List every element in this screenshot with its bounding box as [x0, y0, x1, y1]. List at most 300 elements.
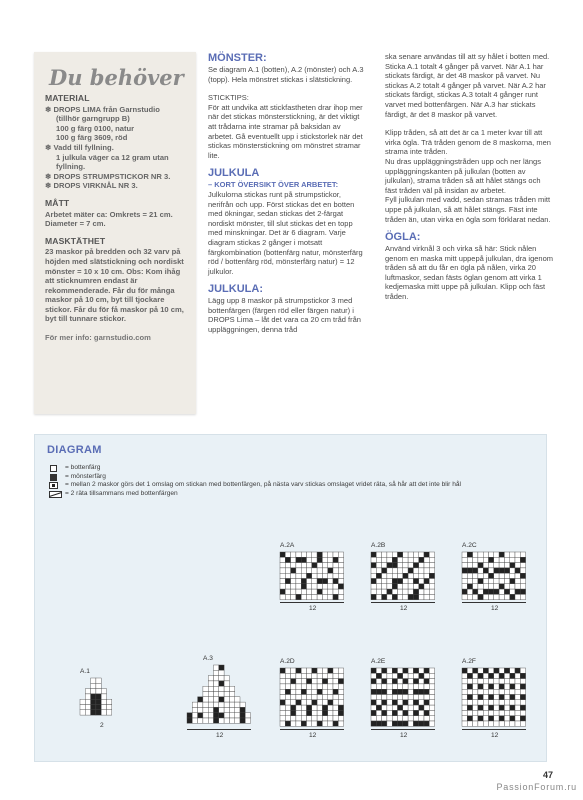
grid-cell: [483, 716, 488, 721]
grid-cell: [392, 710, 397, 715]
grid-cell: [322, 684, 327, 689]
grid-cell: [338, 552, 343, 557]
legend-row: [49, 481, 544, 490]
grid-cell: [312, 668, 317, 673]
grid-cell: [504, 684, 509, 689]
grid-cell: [322, 668, 327, 673]
grid-cell: [322, 716, 327, 721]
grid-cell: [285, 573, 290, 578]
grid-cell: [473, 705, 478, 710]
grid-cell: [91, 683, 96, 688]
grid-cell: [376, 673, 381, 678]
grid-cell: [408, 668, 413, 673]
grid-cell: [382, 700, 387, 705]
grid-cell: [301, 679, 306, 684]
grid-cell: [403, 557, 408, 562]
grid-cell: [392, 563, 397, 568]
grid-cell: [403, 568, 408, 573]
grid-cell: [413, 679, 418, 684]
grid-cell: [328, 579, 333, 584]
grid-cell: [429, 563, 434, 568]
grid-cell: [483, 673, 488, 678]
grid-cell: [214, 713, 219, 718]
grid-cell: [483, 557, 488, 562]
grid-cell: [510, 589, 515, 594]
grid-cell: [510, 668, 515, 673]
grid-cell: [504, 594, 509, 599]
grid-cell: [387, 589, 392, 594]
grid-cell: [322, 679, 327, 684]
grid-cell: [489, 563, 494, 568]
grid-cell: [520, 573, 525, 578]
chart-a1: [80, 668, 120, 729]
chart-grid-a1: [80, 678, 120, 718]
grid-cell: [429, 557, 434, 562]
grid-cell: [371, 679, 376, 684]
chart-width-label: 12: [491, 732, 499, 739]
grid-cell: [317, 589, 322, 594]
chart-label: A.2C: [462, 542, 477, 549]
grid-cell: [219, 676, 224, 681]
grid-cell: [419, 705, 424, 710]
grid-cell: [504, 710, 509, 715]
chart-width-label: 12: [309, 732, 317, 739]
grid-cell: [515, 557, 520, 562]
grid-cell: [413, 721, 418, 726]
grid-cell: [307, 700, 312, 705]
grid-cell: [408, 716, 413, 721]
grid-cell: [317, 573, 322, 578]
grid-cell: [408, 552, 413, 557]
grid-cell: [483, 568, 488, 573]
grid-cell: [198, 718, 203, 723]
grid-cell: [429, 584, 434, 589]
grid-cell: [382, 716, 387, 721]
grid-cell: [307, 594, 312, 599]
grid-cell: [85, 694, 90, 699]
grid-cell: [371, 584, 376, 589]
grid-cell: [510, 716, 515, 721]
grid-cell: [489, 589, 494, 594]
grid-cell: [467, 684, 472, 689]
grid-cell: [322, 695, 327, 700]
grid-cell: [473, 684, 478, 689]
grid-cell: [413, 579, 418, 584]
grid-cell: [520, 689, 525, 694]
grid-cell: [419, 679, 424, 684]
grid-cell: [338, 584, 343, 589]
diagram-legend: [49, 464, 544, 498]
grid-cell: [307, 584, 312, 589]
grid-cell: [291, 557, 296, 562]
chart-label: A.3: [203, 655, 213, 662]
grid-cell: [494, 668, 499, 673]
grid-cell: [307, 679, 312, 684]
grid-cell: [240, 702, 245, 707]
grid-cell: [510, 563, 515, 568]
grid-cell: [376, 689, 381, 694]
grid-cell: [483, 679, 488, 684]
grid-cell: [489, 721, 494, 726]
grid-cell: [101, 699, 106, 704]
grid-cell: [91, 678, 96, 683]
grid-cell: [382, 673, 387, 678]
grid-cell: [382, 584, 387, 589]
grid-cell: [392, 700, 397, 705]
grid-cell: [489, 684, 494, 689]
grid-cell: [322, 552, 327, 557]
grid-cell: [301, 721, 306, 726]
grid-cell: [285, 700, 290, 705]
grid-cell: [333, 568, 338, 573]
grid-cell: [291, 552, 296, 557]
grid-cell: [312, 700, 317, 705]
chart-label: A.2A: [280, 542, 295, 549]
grid-cell: [328, 684, 333, 689]
grid-cell: [208, 713, 213, 718]
grid-cell: [91, 694, 96, 699]
grid-cell: [504, 668, 509, 673]
grid-cell: [317, 552, 322, 557]
grid-cell: [338, 689, 343, 694]
grid-cell: [398, 716, 403, 721]
grid-cell: [467, 563, 472, 568]
grid-cell: [301, 573, 306, 578]
grid-cell: [328, 721, 333, 726]
grid-cell: [203, 707, 208, 712]
grid-cell: [392, 705, 397, 710]
grid-cell: [338, 673, 343, 678]
grid-cell: [371, 710, 376, 715]
grid-cell: [398, 684, 403, 689]
grid-cell: [494, 721, 499, 726]
more-info-link[interactable]: För mer info: garnstudio.com: [45, 333, 151, 343]
grid-cell: [317, 563, 322, 568]
grid-cell: [504, 563, 509, 568]
chart-grid-a2f: [462, 668, 526, 725]
grid-cell: [387, 594, 392, 599]
grid-cell: [483, 589, 488, 594]
grid-cell: [413, 695, 418, 700]
grid-cell: [285, 679, 290, 684]
grid-cell: [398, 695, 403, 700]
grid-cell: [483, 573, 488, 578]
grid-cell: [398, 679, 403, 684]
grid-cell: [387, 573, 392, 578]
grid-cell: [520, 594, 525, 599]
grid-cell: [473, 563, 478, 568]
grid-cell: [296, 573, 301, 578]
sidebar-title: Du behöver: [49, 65, 184, 90]
grid-cell: [424, 579, 429, 584]
grid-cell: [198, 702, 203, 707]
grid-cell: [312, 584, 317, 589]
grid-cell: [280, 668, 285, 673]
grid-cell: [504, 552, 509, 557]
chart-width-label: 2: [100, 722, 104, 729]
grid-cell: [312, 684, 317, 689]
grid-cell: [499, 552, 504, 557]
grid-cell: [467, 721, 472, 726]
grid-cell: [333, 673, 338, 678]
grid-cell: [398, 668, 403, 673]
grid-cell: [478, 695, 483, 700]
grid-cell: [101, 710, 106, 715]
grid-cell: [371, 579, 376, 584]
grid-cell: [328, 673, 333, 678]
grid-cell: [291, 705, 296, 710]
grid-cell: [494, 689, 499, 694]
grid-cell: [499, 573, 504, 578]
grid-cell: [424, 557, 429, 562]
grid-cell: [392, 594, 397, 599]
grid-cell: [322, 710, 327, 715]
grid-cell: [328, 695, 333, 700]
grid-cell: [280, 679, 285, 684]
grid-cell: [229, 702, 234, 707]
grid-cell: [429, 689, 434, 694]
grid-cell: [376, 589, 381, 594]
grid-cell: [338, 668, 343, 673]
grid-cell: [494, 673, 499, 678]
grid-cell: [312, 594, 317, 599]
grid-cell: [208, 686, 213, 691]
grid-cell: [333, 705, 338, 710]
grid-cell: [224, 697, 229, 702]
grid-cell: [240, 718, 245, 723]
grid-cell: [219, 686, 224, 691]
sticktips-text: För att undvika att stickfastheten drar ihop mer när det stickas mönsterstickning, är det viktigt att trådarna inte stramar på baksidan av arbetet. Gå eventuellt upp i stickstorlek när det stickas mönsterstickning om mönstret stramar lite.: [208, 102, 363, 160]
grid-cell: [515, 594, 520, 599]
grid-cell: [429, 684, 434, 689]
grid-cell: [376, 584, 381, 589]
grid-cell: [467, 673, 472, 678]
grid-cell: [419, 684, 424, 689]
grid-cell: [462, 695, 467, 700]
grid-cell: [208, 718, 213, 723]
grid-cell: [338, 594, 343, 599]
chart-label: A.2F: [462, 658, 476, 665]
grid-cell: [328, 557, 333, 562]
grid-cell: [499, 679, 504, 684]
grid-cell: [371, 689, 376, 694]
grid-cell: [494, 579, 499, 584]
col2-text-1: ska senare användas till att sy hålet i botten med.: [385, 52, 550, 61]
grid-cell: [285, 557, 290, 562]
grid-cell: [291, 710, 296, 715]
grid-cell: [504, 700, 509, 705]
grid-cell: [419, 552, 424, 557]
grid-cell: [376, 557, 381, 562]
grid-cell: [489, 573, 494, 578]
grid-cell: [398, 563, 403, 568]
grid-cell: [214, 665, 219, 670]
grid-cell: [208, 697, 213, 702]
grid-cell: [494, 700, 499, 705]
grid-cell: [296, 563, 301, 568]
grid-cell: [307, 673, 312, 678]
grid-cell: [322, 579, 327, 584]
grid-cell: [510, 710, 515, 715]
grid-cell: [338, 679, 343, 684]
grid-cell: [398, 589, 403, 594]
grid-cell: [489, 705, 494, 710]
grid-cell: [510, 689, 515, 694]
grid-cell: [328, 552, 333, 557]
grid-cell: [429, 710, 434, 715]
grid-cell: [483, 705, 488, 710]
grid-cell: [419, 589, 424, 594]
grid-cell: [285, 584, 290, 589]
grid-cell: [312, 579, 317, 584]
grid-cell: [467, 589, 472, 594]
grid-cell: [229, 707, 234, 712]
grid-cell: [424, 573, 429, 578]
grid-cell: [371, 568, 376, 573]
grid-cell: [235, 713, 240, 718]
grid-cell: [322, 584, 327, 589]
grid-cell: [224, 718, 229, 723]
watermark: PassionForum.ru: [496, 782, 577, 792]
grid-cell: [280, 695, 285, 700]
grid-cell: [489, 716, 494, 721]
grid-cell: [473, 568, 478, 573]
grid-cell: [478, 557, 483, 562]
grid-cell: [489, 689, 494, 694]
grid-cell: [333, 589, 338, 594]
grid-cell: [285, 668, 290, 673]
grid-cell: [499, 695, 504, 700]
grid-cell: [462, 589, 467, 594]
grid-cell: [494, 589, 499, 594]
grid-cell: [376, 679, 381, 684]
grid-cell: [413, 584, 418, 589]
grid-cell: [403, 668, 408, 673]
grid-cell: [91, 699, 96, 704]
grid-cell: [80, 705, 85, 710]
grid-cell: [462, 563, 467, 568]
grid-cell: [208, 692, 213, 697]
grid-cell: [322, 673, 327, 678]
grid-cell: [387, 700, 392, 705]
grid-cell: [214, 707, 219, 712]
grid-cell: [398, 579, 403, 584]
grid-cell: [296, 689, 301, 694]
grid-cell: [198, 697, 203, 702]
grid-cell: [307, 705, 312, 710]
grid-cell: [312, 710, 317, 715]
grid-cell: [520, 552, 525, 557]
grid-cell: [467, 710, 472, 715]
grid-cell: [328, 689, 333, 694]
col2-text-5: Fyll julkulan med vadd, sedan stramas tråden mitt uppe på julkulan, så att hålet stängs. Fäst inte tråden än, utan virka en ögla som förklarat nedan.: [385, 195, 551, 224]
grid-cell: [382, 710, 387, 715]
grid-cell: [504, 579, 509, 584]
grid-cell: [419, 695, 424, 700]
grid-cell: [467, 557, 472, 562]
grid-cell: [371, 716, 376, 721]
instructions-column-1: [208, 52, 368, 335]
chart-width-label: 12: [400, 732, 408, 739]
grid-cell: [398, 700, 403, 705]
grid-cell: [510, 584, 515, 589]
grid-cell: [483, 563, 488, 568]
grid-cell: [494, 563, 499, 568]
grid-cell: [408, 710, 413, 715]
matt-text: Arbetet mäter ca: Omkrets = 21 cm. Diameter = 7 cm.: [45, 209, 173, 229]
grid-cell: [520, 668, 525, 673]
grid-cell: [462, 705, 467, 710]
chart-grid-a3: [187, 665, 251, 725]
material-sub: fyllning.: [56, 162, 86, 172]
grid-cell: [429, 579, 434, 584]
grid-cell: [462, 721, 467, 726]
grid-cell: [333, 689, 338, 694]
grid-cell: [408, 684, 413, 689]
grid-cell: [203, 697, 208, 702]
grid-cell: [91, 705, 96, 710]
grid-cell: [462, 668, 467, 673]
grid-cell: [467, 700, 472, 705]
grid-cell: [333, 579, 338, 584]
grid-cell: [333, 552, 338, 557]
grid-cell: [403, 716, 408, 721]
grid-cell: [403, 594, 408, 599]
grid-cell: [515, 684, 520, 689]
grid-cell: [312, 679, 317, 684]
grid-cell: [429, 668, 434, 673]
grid-cell: [413, 589, 418, 594]
grid-cell: [419, 594, 424, 599]
grid-cell: [307, 689, 312, 694]
grid-cell: [520, 584, 525, 589]
grid-cell: [322, 589, 327, 594]
grid-cell: [387, 673, 392, 678]
chart-a2c: [462, 542, 526, 612]
materials-sidebar: [34, 52, 196, 414]
grid-cell: [462, 684, 467, 689]
grid-cell: [280, 584, 285, 589]
grid-cell: [285, 579, 290, 584]
grid-cell: [403, 689, 408, 694]
grid-cell: [322, 594, 327, 599]
masktathet-text: 23 maskor på bredden och 32 varv på höjden med slätstickning och nordiskt mönster = 10 x 10 cm. Obs: Kom ihåg att sticknumren endast är rekommenderade. Får du för många maskor på 10 cm, byt till tjockare stickor. Får du för få maskor på 10 cm, byt till tunnare stickor.: [45, 247, 184, 324]
grid-cell: [291, 584, 296, 589]
grid-cell: [403, 589, 408, 594]
grid-cell: [403, 679, 408, 684]
grid-cell: [424, 584, 429, 589]
grid-cell: [296, 579, 301, 584]
grid-cell: [387, 679, 392, 684]
grid-cell: [504, 689, 509, 694]
chart-label: A.2D: [280, 658, 295, 665]
grid-cell: [504, 716, 509, 721]
grid-cell: [219, 713, 224, 718]
grid-cell: [312, 557, 317, 562]
grid-cell: [424, 552, 429, 557]
grid-cell: [478, 689, 483, 694]
grid-cell: [338, 700, 343, 705]
grid-cell: [307, 563, 312, 568]
page-number: 47: [542, 770, 553, 780]
grid-cell: [333, 563, 338, 568]
grid-cell: [478, 684, 483, 689]
grid-cell: [219, 665, 224, 670]
grid-cell: [317, 689, 322, 694]
col2-text-2: Sticka A.1 totalt 4 gånger på varvet. När A.1 har stickats färdigt, är det 48 maskor på varvet. Nu stickas A.2 totalt 4 gånger på varvet. När A.2 har stickats färdigt, stickas A.3 totalt 4 gånger runt varvet med bottenfärgen. När A.3 har stickats färdigt, är det 8 maskor på varvet.: [385, 61, 546, 119]
grid-cell: [322, 700, 327, 705]
grid-cell: [312, 573, 317, 578]
